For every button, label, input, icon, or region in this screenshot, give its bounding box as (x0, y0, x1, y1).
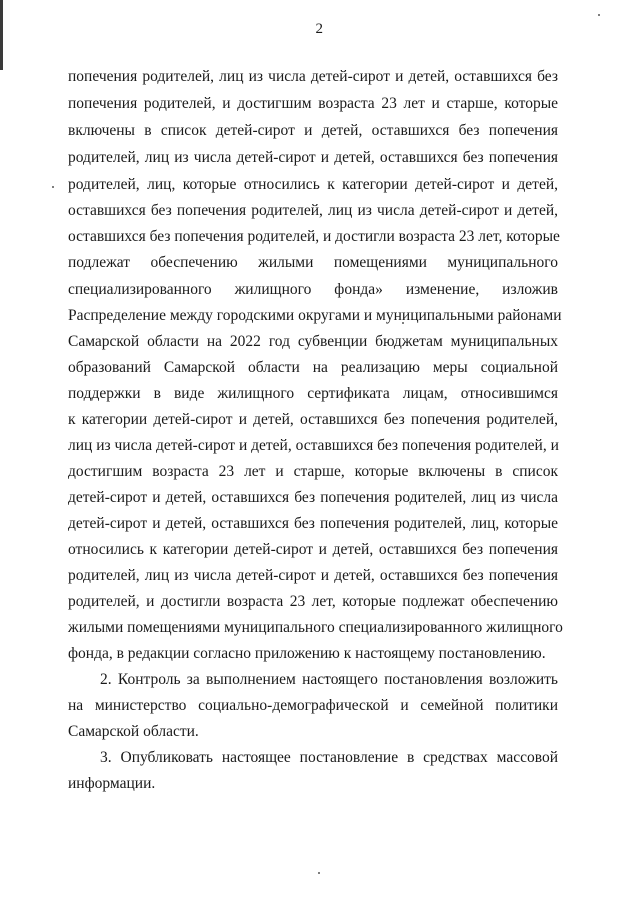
paragraph-1-line: к категории детей-сирот и детей, оставшихся без попечения родителей, (68, 411, 558, 428)
paragraph-1-line: фонда, в редакции согласно приложению к настоящему постановлению. (68, 645, 546, 662)
paragraph-1-line: специализированного жилищного фонда» изменение, изложив (68, 281, 558, 298)
paragraph-1-line: достигшим возраста 23 лет и старше, которые включены в список (68, 463, 558, 480)
scan-speck (52, 186, 54, 188)
paragraph-1-line: Самарской области на 2022 год субвенции бюджетам муниципальных (68, 333, 558, 350)
paragraph-1-line: детей-сирот и детей, оставшихся без попечения родителей, лиц, которые (68, 515, 558, 532)
paragraph-1-line: подлежат обеспечению жилыми помещениями муниципального (68, 254, 558, 271)
paragraph-1-line: относились к категории детей-сирот и детей, оставшихся без попечения (68, 541, 558, 558)
paragraph-1-line: попечения родителей, лиц из числа детей-сирот и детей, оставшихся без (68, 68, 558, 85)
paragraph-1-line: жилыми помещениями муниципального специализированного жилищного (68, 619, 563, 636)
paragraph-1-line: включены в список детей-сирот и детей, оставшихся без попечения (68, 122, 558, 139)
paragraph-1-line: детей-сирот и детей, оставшихся без попечения родителей, лиц из числа (68, 489, 558, 506)
paragraph-1-line: лиц из числа детей-сирот и детей, оставшихся без попечения родителей, и (68, 437, 559, 454)
paragraph-1-line: оставшихся без попечения родителей, лиц из числа детей-сирот и детей, (68, 202, 558, 219)
paragraph-3-line: информации. (68, 775, 156, 792)
paragraph-2-line: на министерство социально-демографической и семейной политики (68, 697, 558, 714)
paragraph-2-line: 2. Контроль за выполнением настоящего постановления возложить (100, 671, 558, 688)
paragraph-1-line: родителей, лиц из числа детей-сирот и детей, оставшихся без попечения (68, 567, 558, 584)
paragraph-1-line: оставшихся без попечения родителей, и достигли возраста 23 лет, которые (68, 228, 560, 245)
scan-speck (318, 872, 320, 874)
paragraph-2-line: Самарской области. (68, 723, 199, 740)
paragraph-1-line: родителей, лиц, которые относились к категории детей-сирот и детей, (68, 176, 558, 193)
paragraph-1-line: родителей, и достигли возраста 23 лет, которые подлежат обеспечению (68, 593, 558, 610)
paragraph-3-line: 3. Опубликовать настоящее постановление в средствах массовой (100, 749, 558, 766)
page-number: 2 (315, 21, 324, 37)
scan-speck (598, 14, 600, 16)
paragraph-1-line: образований Самарской области на реализацию меры социальной (68, 359, 558, 376)
paragraph-1-line: попечения родителей, и достигшим возраста 23 лет и старше, которые (68, 95, 558, 112)
paragraph-1-line: Распределение между городскими округами и муниципальными районами (68, 307, 562, 324)
paragraph-1-line: поддержки в виде жилищного сертификата лицам, относившимся (68, 385, 558, 402)
paragraph-1-line: родителей, лиц из числа детей-сирот и детей, оставшихся без попечения (68, 149, 558, 166)
